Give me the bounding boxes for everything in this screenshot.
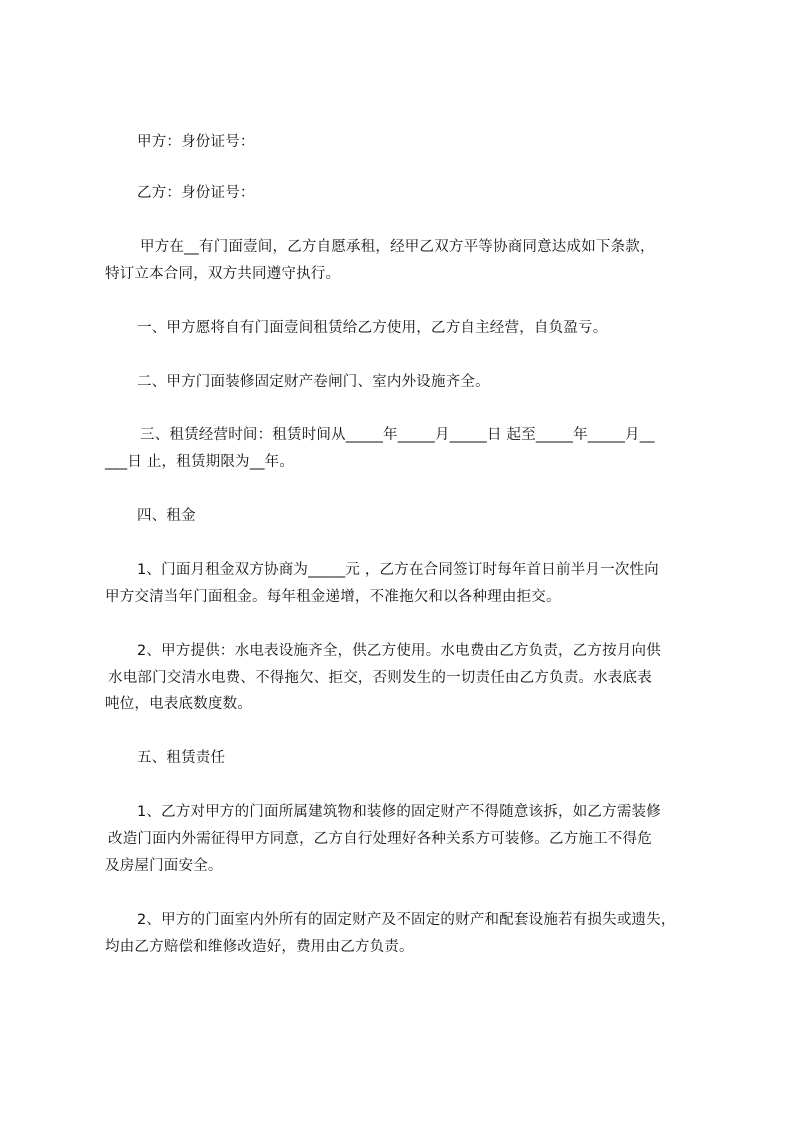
clause-5-item-1-line-1: 1、乙方对甲方的门面所属建筑物和装修的固定财产不得随意该拆，如乙方需装修 (137, 804, 661, 820)
party-a-line: 甲方：身份证号： (137, 134, 255, 150)
clause-1: 一、甲方愿将自有门面壹间租赁给乙方使用，乙方自主经营，自负盈亏。 (137, 320, 608, 336)
clause-4-item-2-line-3: 吨位，电表底数度数。 (105, 696, 252, 712)
clause-4-heading: 四、租金 (137, 508, 196, 524)
intro-line-1: 甲方在__有门面壹间，乙方自愿承租，经甲乙双方平等协商同意达成如下条款， (140, 239, 655, 255)
clause-5-heading: 五、租赁责任 (137, 750, 226, 766)
clause-2: 二、甲方门面装修固定财产卷闸门、室内外设施齐全。 (137, 374, 490, 390)
clause-4-item-1-line-2: 甲方交清当年门面租金。每年租金递增，不准拖欠和以各种理由拒交。 (105, 589, 561, 605)
clause-5-item-1-line-3: 及房屋门面安全。 (105, 858, 223, 874)
clause-4-item-2-line-2: 水电部门交清水电费、不得拖欠、拒交，否则发生的一切责任由乙方负责。水表底表 (108, 670, 652, 686)
clause-3-line-2: ___日 止，租赁期限为__年。 (105, 454, 295, 470)
clause-5-item-1-line-2: 改造门面内外需征得甲方同意，乙方自行处理好各种关系方可装修。乙方施工不得危 (108, 831, 652, 847)
intro-line-2: 特订立本合同，双方共同遵守执行。 (105, 266, 341, 282)
clause-5-item-2-line-1: 2、甲方的门面室内外所有的固定财产及不固定的财产和配套设施若有损失或遗失， (137, 912, 676, 928)
clause-5-item-2-line-2: 均由乙方赔偿和维修改造好，费用由乙方负责。 (105, 939, 414, 955)
clause-4-item-2-line-1: 2、甲方提供：水电表设施齐全，供乙方使用。水电费由乙方负责，乙方按月向供 (137, 643, 661, 659)
clause-3-line-1: 三、租赁经营时间：租赁时间从_____年_____月_____日 起至_____年_____月__ (140, 427, 655, 443)
clause-4-item-1-line-1: 1、门面月租金双方协商为_____元 ，乙方在合同签订时每年首日前半月一次性向 (137, 562, 659, 578)
party-b-line: 乙方：身份证号： (137, 185, 255, 201)
